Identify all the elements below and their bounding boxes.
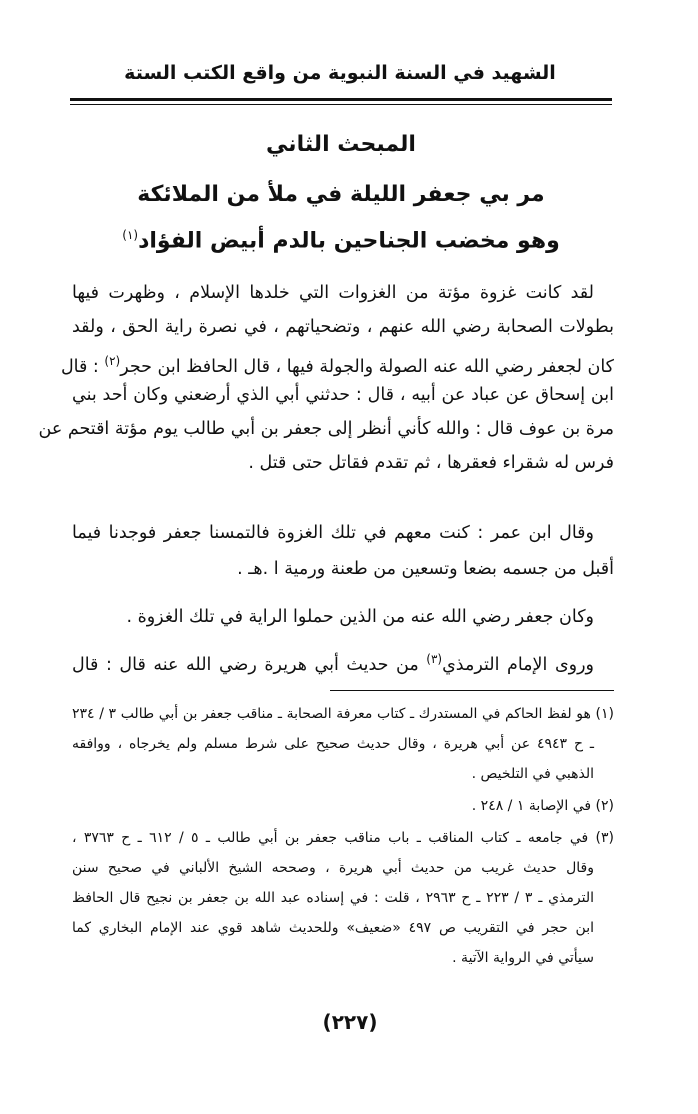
body-line: لقد كانت غزوة مؤتة من الغزوات التي خلدها الإسلام ، وظهرت فيها xyxy=(72,283,594,303)
running-header: الشهيد في السنة النبوية من واقع الكتب الستة xyxy=(124,62,556,84)
footnote-separator xyxy=(330,690,614,691)
body-line-text: كان لجعفر رضي الله عنه الصولة والجولة فيها ، قال الحافظ ابن حجر xyxy=(120,356,614,377)
footnote-ref-1: (١) xyxy=(122,228,139,242)
body-line xyxy=(72,646,614,678)
header-rule-thin xyxy=(70,104,612,105)
body-line-tail: : قال xyxy=(60,356,105,377)
section-heading: المبحث الثاني xyxy=(266,132,416,157)
footnote-1-line: ـ ح ٤٩٤٣ عن أبي هريرة ، وقال حديث صحيح على شرط مسلم ولم يخرجاه ، ووافقه xyxy=(72,736,594,752)
footnote-3-line: وقال حديث غريب من حديث أبي هريرة ، وصححه الشيخ الألباني في صحيح سنن xyxy=(72,860,594,876)
chapter-title-line-2 xyxy=(70,228,612,253)
footnote-3-line: سيأتي في الرواية الآتية . xyxy=(452,950,594,966)
body-line: مرة بن عوف قال : والله كأني أنظر إلى جعفر بن أبي طالب يوم مؤتة اقتحم عن xyxy=(38,419,614,439)
body-line-tail: من حديث أبي هريرة رضي الله عنه قال : قال xyxy=(72,654,427,675)
footnote-1-line: الذهبي في التلخيص . xyxy=(471,766,594,782)
body-line: وقال ابن عمر : كنت معهم في تلك الغزوة فالتمسنا جعفر فوجدنا فيما xyxy=(72,523,594,543)
header-rule xyxy=(70,98,612,101)
footnote-3-line: (٣) في جامعه ـ كتاب المناقب ـ باب مناقب جعفر بن أبي طالب ـ ٥ / ٦١٢ ـ ح ٣٧٦٣ ، xyxy=(72,830,614,846)
chapter-title-line-2-text: وهو مخضب الجناحين بالدم أبيض الفؤاد xyxy=(138,228,560,254)
footnote-ref-3: (٣) xyxy=(426,652,443,666)
body-line: ابن إسحاق عن عباد عن أبيه ، قال : حدثني أبي الذي أرضعني وكان أحد بني xyxy=(72,385,614,405)
body-line: أقبل من جسمه بضعا وتسعين من طعنة ورمية ا .هـ . xyxy=(237,559,614,579)
footnote-1-line: (١) هو لفظ الحاكم في المستدرك ـ كتاب معرفة الصحابة ـ مناقب جعفر بن أبي طالب ٣ / ٢٣٤ xyxy=(72,706,614,722)
page-number: (٢٢٧) xyxy=(322,1010,378,1034)
body-line: فرس له شقراء فعقرها ، ثم تقدم فقاتل حتى قتل . xyxy=(248,453,614,473)
footnote-3-line: الترمذي ـ ٣ / ٢٢٣ ـ ح ٢٩٦٣ ، قلت : في إسناده عبد الله بن جعفر بن نجيح قال الحافظ xyxy=(72,890,594,906)
footnote-ref-2: (٢) xyxy=(104,354,121,368)
body-line xyxy=(60,348,614,380)
footnote-3-line: ابن حجر في التقريب ص ٤٩٧ «ضعيف» وللحديث شاهد قوي عند الإمام البخاري كما xyxy=(72,920,594,936)
chapter-title-line-1: مر بي جعفر الليلة في ملأ من الملائكة xyxy=(137,182,545,207)
footnote-2-line: (٢) في الإصابة ١ / ٢٤٨ . xyxy=(471,798,614,814)
body-line: بطولات الصحابة رضي الله عنهم ، وتضحياتهم ، في نصرة راية الحق ، ولقد xyxy=(72,317,614,337)
body-line-text: وروى الإمام الترمذي xyxy=(442,654,594,675)
body-line: وكان جعفر رضي الله عنه من الذين حملوا الراية في تلك الغزوة . xyxy=(126,607,594,627)
